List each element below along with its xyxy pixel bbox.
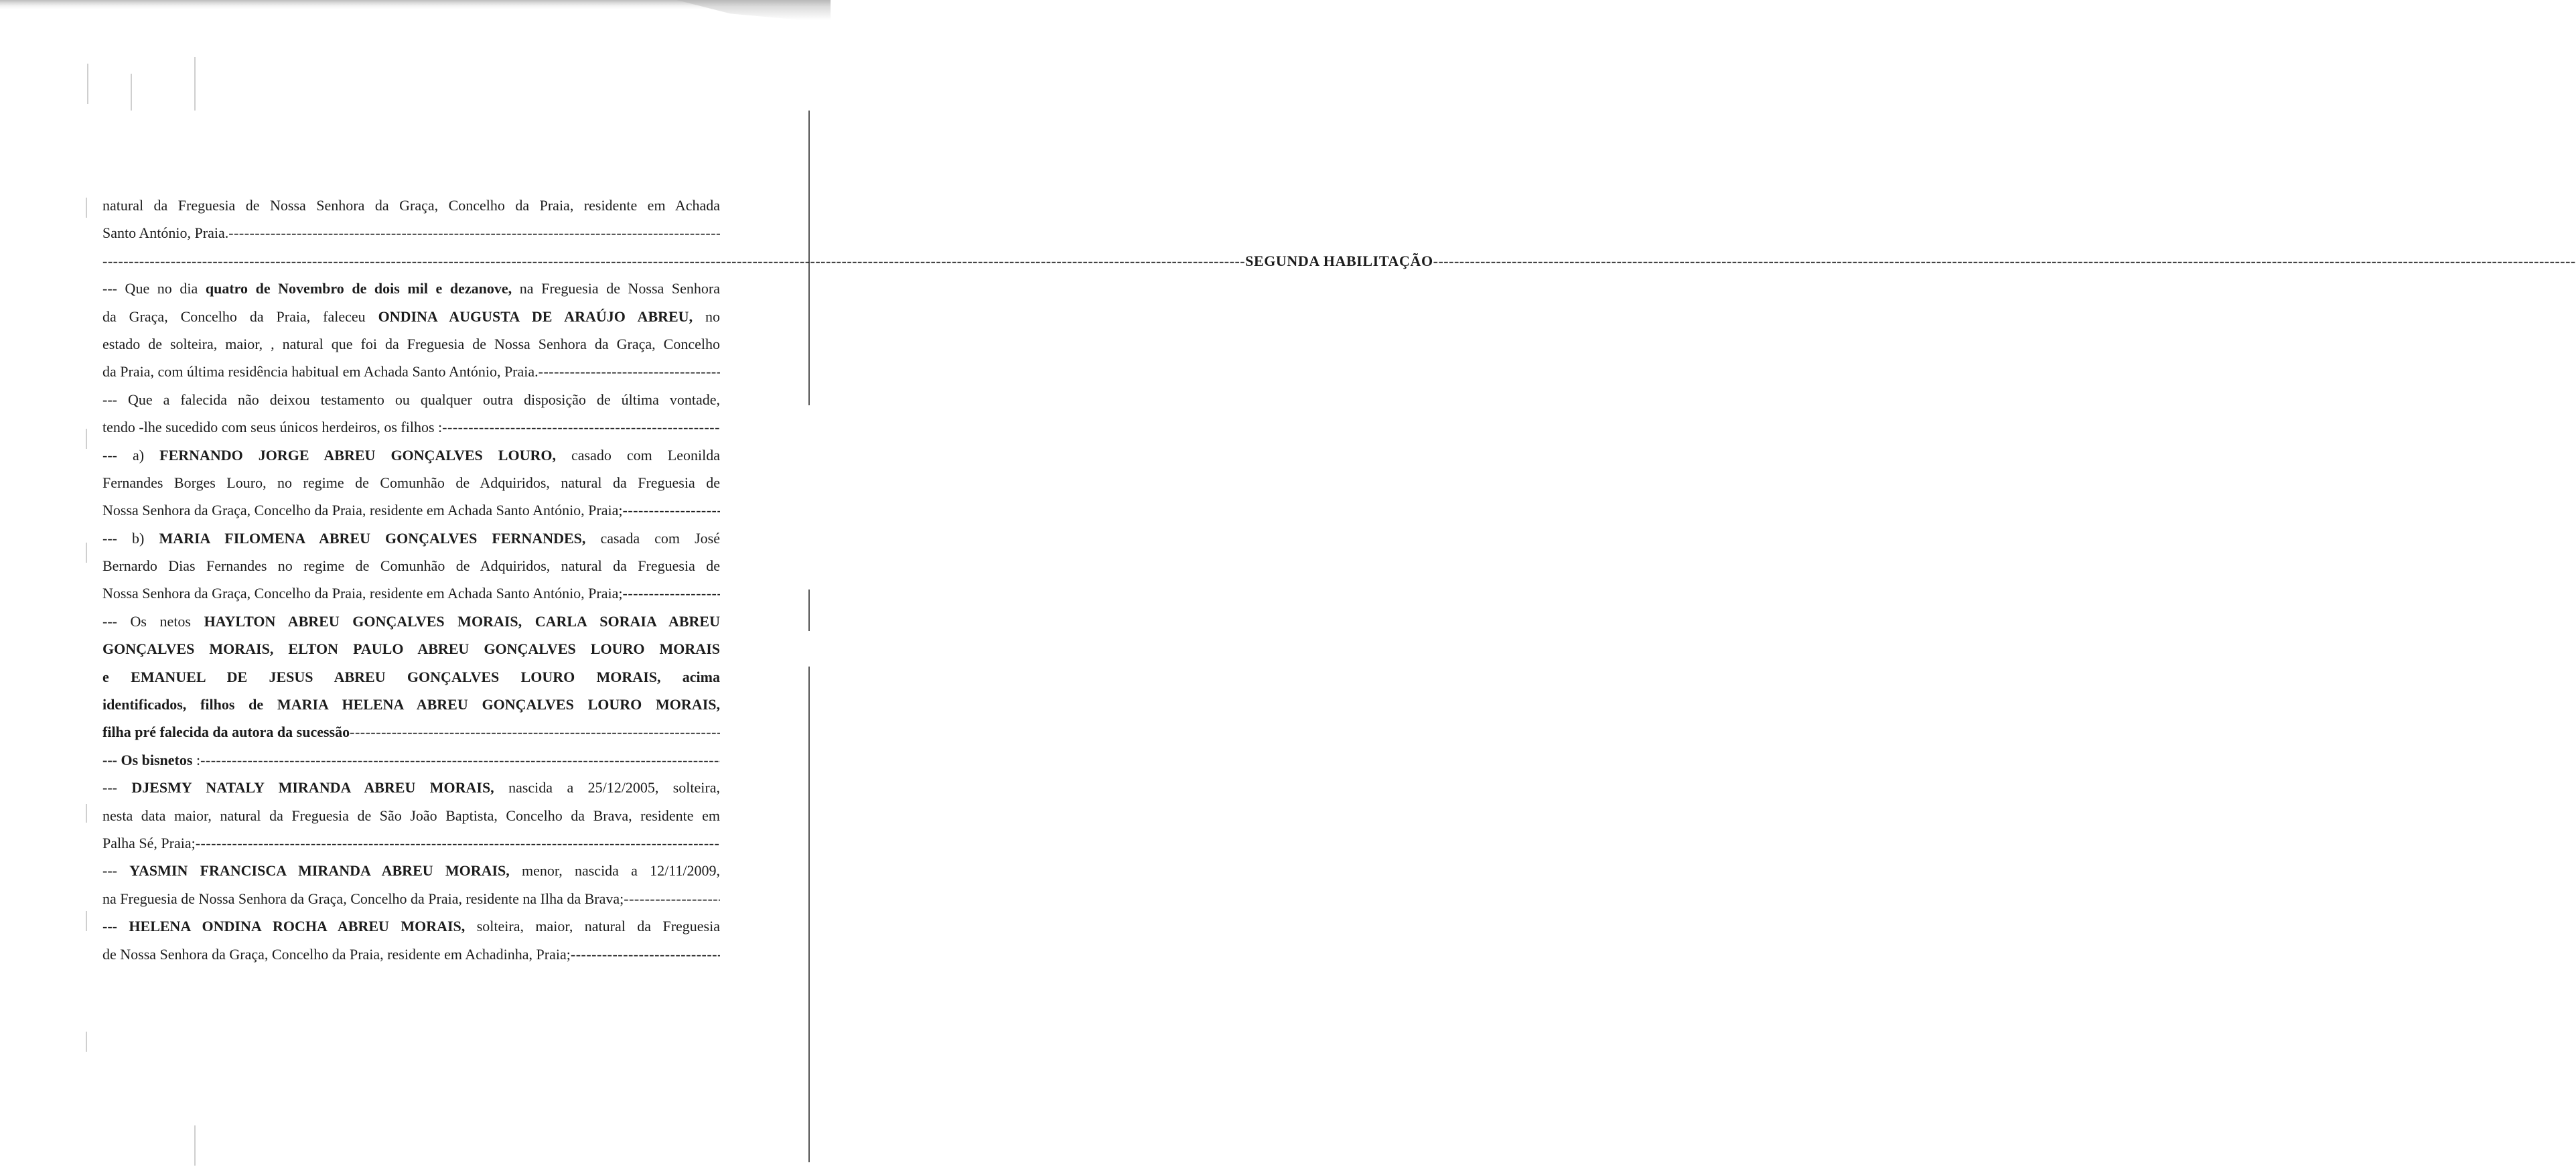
text-run: menor, nascida a 12/11/2009,	[509, 862, 720, 880]
line-content	[102, 885, 624, 912]
text-run: tendo -lhe sucedido com seus únicos herdeiros, os filhos :	[102, 419, 443, 436]
text-line	[102, 885, 720, 912]
text-line	[102, 635, 720, 663]
line-content	[102, 447, 720, 464]
bold-text: GONÇALVES MORAIS, ELTON PAULO ABREU GONÇALVES LOURO MORAIS	[102, 640, 720, 658]
bold-text: e EMANUEL DE JESUS ABREU GONÇALVES LOURO MORAIS, acima	[102, 668, 720, 685]
text-run: Santo António, Praia.	[102, 224, 229, 242]
text-run: natural da Freguesia de Nossa Senhora da Graça, Concelho da Praia, residente em Achada	[102, 197, 720, 214]
text-line	[102, 857, 720, 884]
text-line	[102, 718, 720, 746]
line-content	[102, 718, 350, 746]
text-run: casada com José	[585, 529, 720, 547]
line-content	[102, 669, 720, 685]
right-margin-line	[808, 590, 810, 631]
bold-text: ONDINA AUGUSTA DE ARAÚJO ABREU,	[378, 307, 693, 325]
text-run: :	[196, 751, 201, 768]
text-run: da Graça, Concelho da Praia, faleceu	[102, 307, 378, 325]
text-run: ---	[102, 779, 132, 797]
section-title: SEGUNDA HABILITAÇÃO	[1245, 252, 1433, 269]
text-line	[102, 441, 720, 469]
line-content	[102, 779, 720, 796]
scan-speck	[194, 1125, 196, 1166]
line-content	[102, 391, 720, 408]
line-content	[102, 358, 539, 385]
bold-text: FERNANDO JORGE ABREU GONÇALVES LOURO,	[159, 446, 556, 464]
text-run: no	[693, 307, 720, 325]
text-run: casado com Leonilda	[555, 446, 720, 464]
text-run: Bernardo Dias Fernandes no regime de Comunhão de Adquiridos, natural da Freguesia de	[102, 557, 720, 575]
bold-text: YASMIN FRANCISCA MIRANDA ABREU MORAIS,	[129, 862, 510, 880]
line-content	[102, 219, 228, 247]
text-line	[102, 941, 720, 968]
scan-speck	[86, 543, 87, 563]
text-run: nascida a 25/12/2005, solteira,	[494, 779, 720, 797]
text-line	[102, 663, 720, 691]
text-line	[102, 192, 720, 219]
text-run: Palha Sé, Praia;	[102, 834, 196, 851]
line-content	[102, 746, 200, 774]
line-content	[102, 336, 720, 352]
line-content	[102, 496, 623, 524]
bold-text: filha pré falecida da autora da sucessão	[102, 723, 350, 741]
line-content	[102, 918, 720, 935]
text-run: Fernandes Borges Louro, no regime de Comunhão de Adquiridos, natural da Freguesia de	[102, 474, 720, 491]
text-run: Nossa Senhora da Graça, Concelho da Praia, residente em Achada Santo António, Praia;	[102, 585, 623, 602]
text-line	[102, 275, 720, 302]
line-content	[102, 640, 720, 657]
text-run: ---	[102, 862, 130, 880]
text-line	[102, 469, 720, 496]
text-line	[102, 774, 720, 801]
text-run: de Nossa Senhora da Graça, Concelho da Praia, residente em Achadinha, Praia;	[102, 945, 571, 963]
text-run: ---	[102, 918, 129, 935]
line-content	[102, 941, 571, 968]
bold-text: HAYLTON ABREU GONÇALVES MORAIS, CARLA SORAIA ABREU	[204, 612, 720, 630]
scan-speck	[131, 74, 132, 111]
text-line	[102, 608, 720, 635]
heading-dash-fill: --------------------------------------------------------------------------------------------------------------------------------------------------------------------------------------------------------------------------	[1433, 252, 2576, 269]
line-content	[102, 829, 196, 857]
section-heading	[102, 247, 2576, 275]
line-content	[102, 807, 720, 824]
scan-speck	[87, 64, 88, 104]
text-line	[102, 219, 720, 247]
line-content	[102, 413, 442, 441]
line-content	[102, 197, 720, 214]
line-content	[102, 530, 720, 547]
text-line	[102, 552, 720, 579]
bold-text: identificados, filhos de MARIA HELENA ABREU GONÇALVES LOURO MORAIS,	[102, 696, 720, 713]
text-run: --- Que no dia	[102, 280, 206, 297]
text-line	[102, 829, 720, 857]
text-line	[102, 496, 720, 524]
line-content	[102, 862, 720, 879]
text-run: estado de solteira, maior, , natural que foi da Freguesia de Nossa Senhora da Graça, Concelho	[102, 335, 720, 352]
text-line	[102, 386, 720, 413]
right-margin-line	[808, 667, 810, 1162]
scan-speck	[86, 429, 87, 449]
text-run: na Freguesia de Nossa Senhora da Graça, Concelho da Praia, residente na Ilha da Brava;	[102, 890, 624, 907]
text-line	[102, 525, 720, 552]
text-line	[102, 802, 720, 829]
scan-speck	[194, 57, 196, 111]
line-content	[102, 696, 720, 713]
text-run: da Praia, com última residência habitual em Achada Santo António, Praia.	[102, 363, 539, 381]
text-line	[102, 912, 720, 940]
text-line	[102, 303, 720, 330]
line-content	[102, 474, 720, 491]
line-content	[102, 557, 720, 574]
bold-text: HELENA ONDINA ROCHA ABREU MORAIS,	[129, 918, 466, 935]
line-content	[102, 613, 720, 630]
text-run: Nossa Senhora da Graça, Concelho da Praia, residente em Achada Santo António, Praia;	[102, 502, 623, 519]
bold-text: --- Os bisnetos	[102, 751, 196, 768]
bold-text: DJESMY NATALY MIRANDA ABREU MORAIS,	[131, 779, 494, 797]
text-run: --- Os netos	[102, 612, 204, 630]
text-run: na Freguesia de Nossa Senhora	[512, 280, 720, 297]
text-run: solteira, maior, natural da Freguesia	[465, 918, 721, 935]
document-body	[102, 192, 2576, 968]
text-line	[102, 691, 720, 718]
line-content	[102, 280, 720, 297]
scan-corner-shadow	[676, 0, 831, 23]
scan-speck	[86, 804, 87, 823]
text-line	[102, 746, 720, 774]
heading-dash-fill: --------------------------------------------------------------------------------------------------------------------------------------------------------------------------------------------------------------------------	[102, 252, 1246, 269]
scan-speck	[86, 1032, 87, 1052]
line-content	[102, 308, 720, 325]
bold-text: quatro de Novembro de dois mil e dezanove,	[205, 280, 512, 297]
bold-text: MARIA FILOMENA ABREU GONÇALVES FERNANDES,	[159, 529, 586, 547]
text-run: --- b)	[102, 529, 159, 547]
text-run: --- Que a falecida não deixou testamento ou qualquer outra disposição de última vontade,	[102, 391, 720, 408]
text-run: --- a)	[102, 446, 160, 464]
scan-speck	[86, 911, 87, 931]
text-line	[102, 413, 720, 441]
text-line	[102, 358, 720, 385]
line-content	[102, 579, 623, 607]
scan-speck	[86, 198, 87, 218]
text-line	[102, 330, 720, 358]
text-run: nesta data maior, natural da Freguesia de São João Baptista, Concelho da Brava, residente em	[102, 807, 720, 824]
text-line	[102, 579, 720, 607]
